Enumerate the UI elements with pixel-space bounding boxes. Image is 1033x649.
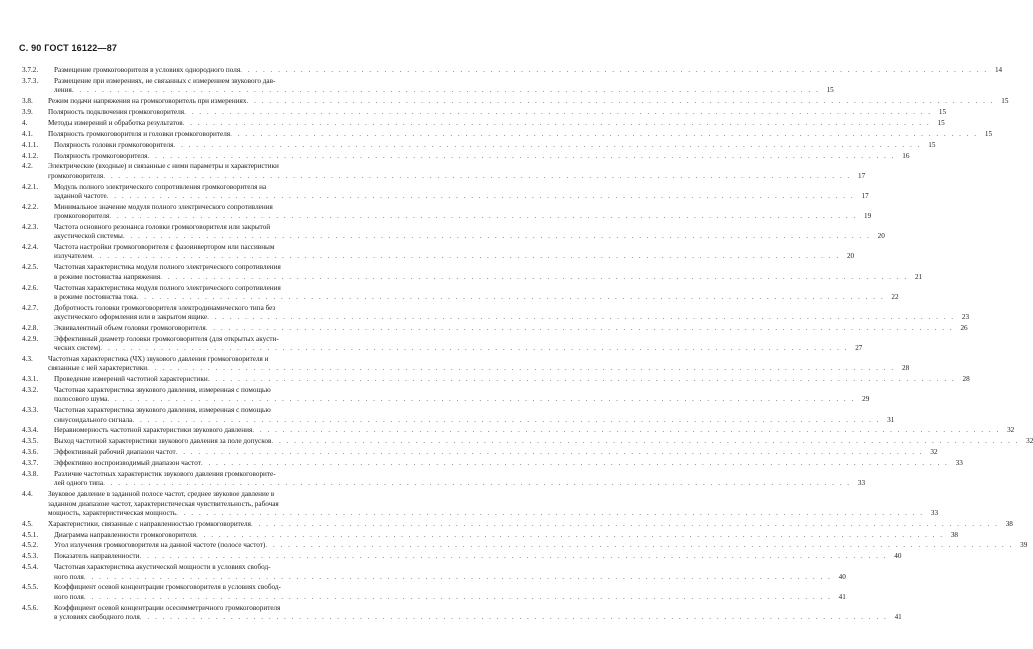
toc-page-number: 32 — [1007, 426, 1015, 435]
toc-entry-title: Различие частотных характеристик звукового давления громкоговорите- — [54, 470, 276, 479]
toc-entry-title: Частотная характеристика (ЧХ) звукового давления громкоговорителя и — [48, 355, 269, 363]
toc-entry-number: 4.5.3. — [22, 552, 39, 561]
dot-leader — [107, 192, 855, 201]
toc-entry-title: Полярность подключения громкоговорителя — [48, 107, 185, 116]
dot-leader — [184, 108, 932, 117]
toc-entry-title: Эквивалентный объем головки громкоговорителя — [54, 323, 206, 332]
toc-entry-number: 4.5.4. — [22, 563, 39, 572]
toc-entry-number: 4.5.2. — [22, 541, 39, 550]
toc-entry-number: 4.5.6. — [22, 603, 39, 612]
dot-leader — [92, 252, 840, 261]
toc-entry-number: 4.2. — [22, 162, 33, 171]
dot-leader — [100, 344, 848, 353]
dot-leader — [173, 141, 921, 150]
toc-entry-title: Угол излучения громкоговорителя на данной частоте (полосе частот) — [54, 541, 266, 550]
toc-page-number: 20 — [877, 232, 885, 241]
toc-entry-title: Частота настройки громкоговорителя с фазоинвертором или пассивным — [54, 243, 275, 252]
toc-entry-title: Полярность головки громкоговорителя — [54, 140, 174, 149]
dot-leader — [265, 541, 1013, 550]
toc-entry-title: в условиях свободного поля — [54, 612, 140, 621]
toc-entry-title: Частотная характеристика звукового давления, измеренная с помощью — [54, 406, 271, 415]
toc-page-number: 19 — [864, 212, 872, 221]
toc-page-number: 22 — [891, 292, 899, 301]
toc-entry-title: Частотная характеристика акустической мощности в условиях свобод- — [54, 563, 271, 572]
toc-entry-title: синусоидального сигнала — [54, 415, 133, 424]
toc-entry-title: заданном диапазоне частот, характеристическая чувствительность, рабочая — [48, 499, 279, 508]
toc-page-number: 29 — [862, 395, 870, 404]
toc-entry — [22, 323, 968, 333]
toc-entry — [22, 406, 895, 425]
dot-leader — [252, 426, 1000, 435]
toc-page-number: 31 — [887, 415, 895, 424]
toc-page-number: 20 — [846, 252, 855, 261]
toc-entry-title: ного поля — [54, 592, 84, 601]
dot-leader — [109, 212, 857, 221]
toc-entry-title: Характеристики, связанные с направленностью громкоговорителя — [48, 519, 251, 528]
dot-leader — [160, 273, 908, 282]
dot-leader — [207, 313, 955, 322]
dot-leader — [84, 593, 832, 602]
toc-entry-number: 4.3.6. — [22, 448, 39, 457]
toc-entry — [22, 66, 1003, 75]
toc-entry — [22, 355, 910, 374]
toc-entry-title: в режиме постоянства тока — [54, 292, 137, 301]
dot-leader — [176, 448, 924, 457]
toc-page-number: 32 — [930, 448, 938, 457]
toc-entry-number: 4.4. — [22, 490, 33, 499]
toc-page-number: 15 — [938, 107, 947, 116]
toc-entry-number: 4.3.1. — [22, 375, 39, 384]
toc-entry-title: излучателем — [54, 252, 93, 261]
toc-entry — [22, 263, 923, 282]
toc-entry-title: Эффективный рабочий диапазон частот — [54, 448, 176, 457]
toc-entry-number: 4.2.6. — [22, 283, 39, 292]
dot-leader — [137, 293, 885, 302]
toc-page-number: 15 — [826, 86, 834, 95]
dot-leader — [107, 395, 855, 404]
dot-leader — [230, 130, 978, 139]
dot-leader — [240, 66, 988, 75]
toc-entry-title: связанные с ней характеристики — [48, 364, 148, 373]
toc-entry — [22, 448, 938, 457]
dot-leader — [84, 573, 832, 582]
toc-page-number: 41 — [838, 592, 846, 601]
toc-entry — [22, 140, 936, 150]
toc-page-number: 15 — [928, 140, 936, 149]
toc-entry-title: акустического оформления или в закрытом ящике — [54, 313, 208, 322]
toc-entry — [22, 202, 872, 222]
toc-entry — [22, 151, 910, 161]
toc-page-number: 17 — [858, 171, 866, 180]
toc-entry-title: Эффективно воспроизводимый диапазон частот — [54, 459, 201, 468]
toc-entry-title: Проведение измерений частотной характеристики — [54, 375, 208, 384]
toc-entry-title: Методы измерений и обработка результатов — [48, 118, 183, 127]
toc-entry-title: Размещение громкоговорителя в условиях однородного поля — [54, 66, 241, 74]
toc-entry-number: 4.5.5. — [22, 583, 39, 592]
toc-entry-number: 4.1.1. — [22, 140, 39, 149]
toc-entry-title: Звуковое давление в заданной полосе частот, среднее звуковое давление в — [48, 490, 275, 499]
toc-entry — [22, 129, 993, 139]
dot-leader — [123, 232, 871, 241]
toc-entry-title: Выход частотной характеристики звукового давления за поле допусков — [54, 437, 272, 446]
toc-entry-title: Режим подачи напряжения на громкоговоритель при измерениях — [48, 97, 247, 106]
toc-page-number: 41 — [894, 612, 902, 621]
toc-entry-title: акустической системы — [54, 232, 123, 241]
toc-entry — [22, 541, 1028, 550]
toc-entry-number: 3.9. — [22, 107, 33, 116]
dot-leader — [132, 416, 880, 425]
toc-entry-number: 3.8. — [22, 97, 33, 106]
toc-entry-title: громкоговорителя — [54, 212, 110, 221]
toc-entry-number: 4.3.8. — [22, 470, 39, 479]
toc-entry-number: 4.2.9. — [22, 334, 39, 343]
toc-entry-number: 4.3.3. — [22, 406, 39, 415]
toc-page-number: 23 — [961, 313, 970, 322]
toc-entry-number: 4.2.3. — [22, 222, 39, 231]
toc-entry-number: 4.5. — [22, 519, 33, 528]
toc-entry-title: Коэффициент осевой концентрации громкоговорителя в условиях свобод- — [54, 583, 281, 592]
toc-entry — [22, 182, 869, 202]
dot-leader — [251, 520, 999, 529]
toc-page-number: 39 — [1020, 541, 1028, 550]
toc-entry-title: лей одного типа — [54, 479, 104, 488]
toc-entry-number: 4.1.2. — [22, 151, 39, 160]
toc-entry-title: Размещение при измерениях, не связанных с измерением звукового дав- — [54, 76, 276, 85]
toc-entry-number: 4.2.7. — [22, 303, 39, 312]
toc-entry — [22, 603, 902, 623]
toc-entry — [22, 437, 1033, 446]
toc-entry-number: 4.5.1. — [22, 530, 39, 539]
dot-leader — [183, 119, 931, 128]
toc-page-number: 21 — [914, 272, 923, 281]
toc-entry-number: 4.2.8. — [22, 323, 39, 332]
toc-entry-number: 3.7.3. — [22, 76, 39, 85]
toc-entry-title: ления — [54, 86, 72, 95]
toc-entry — [22, 490, 939, 518]
toc-page-number: 15 — [937, 118, 945, 127]
toc-entry-title: Частотная характеристика модуля полного электрического сопротивления — [54, 263, 281, 272]
toc-entry — [22, 386, 870, 405]
toc-entry-number: 3.7.2. — [22, 66, 39, 74]
toc-entry-title: Полярность громкоговорителя — [54, 151, 148, 160]
toc-entry-number: 4.3.4. — [22, 426, 39, 435]
toc-entry — [22, 243, 855, 262]
toc-page-number: 33 — [857, 479, 866, 488]
toc-page-number: 15 — [984, 129, 993, 138]
toc-entry — [22, 107, 947, 117]
toc-entry — [22, 375, 970, 384]
toc-entry — [22, 303, 970, 323]
toc-page-number: 16 — [902, 151, 910, 160]
toc-entry-number: 4.1. — [22, 129, 33, 138]
toc-entry-title: Эффективный диаметр головки громкоговорителя (для открытых акусти- — [54, 334, 279, 343]
toc-entry — [22, 459, 963, 468]
dot-leader — [140, 613, 888, 622]
toc-entry-number: 4.3.7. — [22, 459, 39, 468]
toc-page-number: 17 — [861, 191, 869, 200]
toc-entry — [22, 583, 846, 602]
dot-leader — [208, 375, 956, 384]
page-header: С. 90 ГОСТ 16122—87 — [19, 43, 118, 53]
toc-entry-title: Показатель направленности — [54, 552, 140, 561]
toc-page-number: 40 — [838, 572, 846, 581]
toc-page-number: 15 — [1001, 97, 1009, 106]
toc-page-number: 28 — [962, 375, 970, 384]
table-of-contents — [22, 66, 1033, 624]
toc-entry-number: 4.2.2. — [22, 202, 39, 211]
toc-entry-title: мощность, характеристическая мощность — [48, 508, 177, 517]
dot-leader — [206, 324, 954, 333]
toc-entry-title: Частотная характеристика модуля полного электрического сопротивления — [54, 283, 281, 292]
toc-entry-title: громкоговорителя — [48, 171, 104, 180]
toc-page-number: 38 — [950, 530, 959, 539]
toc-page-number: 32 — [1026, 437, 1033, 446]
toc-entry-number: 4.3. — [22, 355, 33, 363]
toc-entry — [22, 334, 863, 354]
toc-entry-title: заданной частоте — [54, 191, 107, 200]
dot-leader — [103, 172, 851, 181]
toc-entry-number: 4.2.1. — [22, 182, 39, 191]
toc-entry — [22, 426, 1015, 435]
toc-entry-title: Частота основного резонанса головки громкоговорителя или закрытой — [54, 222, 271, 231]
toc-entry-title: Минимальное значение модуля полного электрического сопротивления — [54, 202, 273, 211]
toc-entry-title: Частотная характеристика звукового давления, измеренная с помощью — [54, 386, 271, 395]
toc-entry — [22, 222, 885, 242]
toc-entry-number: 4.2.5. — [22, 263, 39, 272]
toc-entry — [22, 97, 1009, 106]
toc-entry-number: 4.3.2. — [22, 386, 39, 395]
toc-page-number: 27 — [855, 344, 863, 353]
toc-entry-number: 4.2.4. — [22, 243, 39, 252]
dot-leader — [201, 459, 949, 468]
dot-leader — [147, 152, 895, 161]
toc-entry-title: Неравномерность частотной характеристики звукового давления — [54, 426, 253, 435]
dot-leader — [271, 437, 1019, 446]
toc-page-number: 33 — [955, 459, 963, 468]
toc-page-number: 38 — [1005, 519, 1013, 528]
toc-page-number: 26 — [960, 323, 968, 332]
toc-entry-title: полосового шума — [54, 395, 108, 404]
toc-entry-title: Электрические (входные) и связанные с ними параметры и характеристики — [48, 162, 279, 171]
toc-page-number: 40 — [894, 552, 902, 561]
dot-leader — [196, 531, 944, 540]
toc-page-number: 28 — [901, 364, 910, 373]
dot-leader — [176, 509, 924, 518]
toc-entry — [22, 530, 959, 540]
toc-entry — [22, 563, 846, 582]
toc-page-number: 14 — [994, 66, 1003, 74]
toc-entry-title: ного поля — [54, 572, 84, 581]
dot-leader — [103, 479, 851, 488]
toc-entry — [22, 162, 866, 181]
dot-leader — [246, 97, 994, 106]
toc-entry-title: Полярность громкоговорителя и головки громкоговорителя — [48, 129, 231, 138]
toc-entry — [22, 470, 866, 489]
toc-page-number: 33 — [930, 508, 939, 517]
toc-entry-title: Коэффициент осевой концентрации осесимметричного громкоговорителя — [54, 603, 281, 612]
toc-entry-title: Диаграмма направленности громкоговорителя — [54, 530, 197, 539]
dot-leader — [147, 364, 895, 373]
toc-entry-number: 4. — [22, 118, 28, 127]
toc-entry — [22, 552, 902, 561]
toc-entry-title: Модуль полного электрического сопротивления громкоговорителя на — [54, 182, 267, 191]
toc-entry — [22, 283, 899, 303]
toc-entry-title: ческих систем) — [54, 344, 101, 353]
toc-entry — [22, 519, 1013, 529]
toc-entry-title: Добротность головки громкоговорителя электродинамического типа без — [54, 303, 276, 312]
dot-leader — [72, 86, 820, 95]
toc-entry-title: в режиме постоянства напряжения — [54, 272, 161, 281]
toc-entry-number: 4.3.5. — [22, 437, 39, 446]
toc-entry — [22, 118, 945, 128]
dot-leader — [140, 552, 888, 561]
toc-entry — [22, 76, 834, 96]
